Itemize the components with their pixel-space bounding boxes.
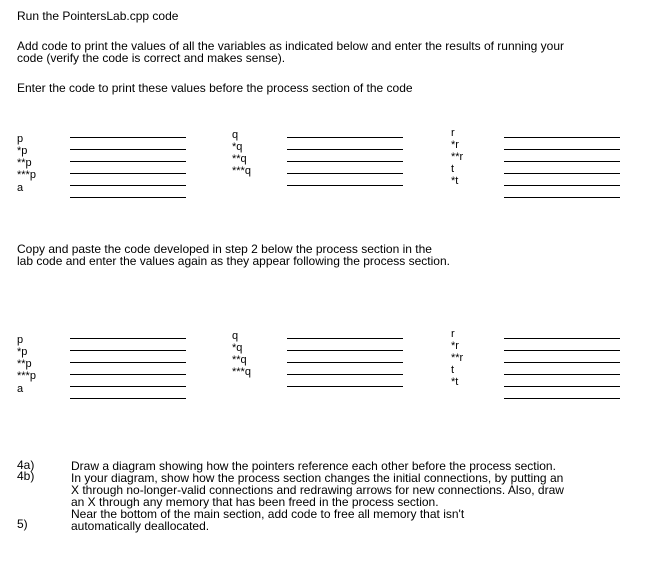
answer-blank[interactable] (504, 197, 620, 198)
step2-line-1: Copy and paste the code developed in step 2 below the process section in the (17, 242, 432, 256)
question-5-line-2: automatically deallocated. (71, 519, 210, 533)
var-label-q: q (232, 129, 239, 141)
intro-paragraph (17, 40, 564, 64)
question-4b-line-2: X through no-longer-valid connections and redrawing arrows for new connections. Also, draw (71, 483, 564, 497)
answer-blank[interactable] (70, 173, 186, 174)
var-label-deref2-q: **q (232, 354, 247, 366)
answer-blank[interactable] (70, 161, 186, 162)
var-label-q: q (232, 330, 239, 342)
var-label-r: r (451, 127, 455, 139)
answer-blank[interactable] (287, 161, 403, 162)
answer-blank[interactable] (504, 149, 620, 150)
answer-blank[interactable] (287, 338, 403, 339)
answer-blank[interactable] (504, 386, 620, 387)
answer-blank[interactable] (504, 398, 620, 399)
answer-blank[interactable] (504, 362, 620, 363)
question-number-4b: 4b) (17, 469, 35, 483)
answer-blank[interactable] (70, 386, 186, 387)
answer-blank[interactable] (70, 137, 186, 138)
var-label-deref3-q: ***q (232, 165, 251, 177)
var-label-deref3-q: ***q (232, 366, 251, 378)
answer-blank[interactable] (70, 338, 186, 339)
var-label-deref2-q: **q (232, 153, 247, 165)
answer-blank[interactable] (70, 362, 186, 363)
var-label-deref-t: *t (451, 175, 459, 187)
question-number-4a: 4a) (17, 458, 35, 472)
var-label-p: p (17, 133, 24, 145)
answer-blank[interactable] (504, 374, 620, 375)
answer-blank[interactable] (504, 185, 620, 186)
answer-blank[interactable] (504, 137, 620, 138)
answer-blank[interactable] (287, 362, 403, 363)
step1-instruction: Enter the code to print these values before the process section of the code (17, 81, 413, 95)
step2-paragraph (17, 243, 450, 267)
question-4b-line-1: In your diagram, show how the process section changes the initial connections, by putting an (71, 471, 564, 485)
var-label-t: t (451, 163, 455, 175)
var-label-deref2-p: **p (17, 157, 32, 169)
answer-blank[interactable] (287, 374, 403, 375)
var-label-deref-q: *q (232, 342, 243, 354)
var-label-deref3-p: ***p (17, 370, 36, 382)
intro-line-1: Add code to print the values of all the variables as indicated below and enter the results of running your (17, 39, 565, 53)
answer-blank[interactable] (70, 398, 186, 399)
var-label-deref-p: *p (17, 145, 28, 157)
var-label-deref-r: *r (451, 340, 459, 352)
var-label-deref-r: *r (451, 139, 459, 151)
var-label-t: t (451, 364, 455, 376)
question-4a-text (71, 460, 564, 532)
answer-blank[interactable] (70, 197, 186, 198)
intro-line-2: code (verify the code is correct and makes sense). (17, 51, 286, 65)
answer-blank[interactable] (287, 185, 403, 186)
answer-blank[interactable] (287, 137, 403, 138)
var-label-r: r (451, 328, 455, 340)
step2-line-2: lab code and enter the values again as they appear following the process section. (17, 254, 450, 268)
answer-blank[interactable] (70, 149, 186, 150)
var-label-deref3-p: ***p (17, 169, 36, 181)
var-label-deref2-r: **r (451, 151, 464, 163)
answer-blank[interactable] (287, 350, 403, 351)
question-5-line-1: Near the bottom of the main section, add code to free all memory that isn't (71, 507, 465, 521)
question-4b-line-3: an X through any memory that has been freed in the process section. (71, 495, 439, 509)
question-number-5: 5) (17, 517, 28, 531)
var-label-deref2-r: **r (451, 352, 464, 364)
answer-blank[interactable] (504, 161, 620, 162)
var-label-deref2-p: **p (17, 358, 32, 370)
answer-blank[interactable] (287, 149, 403, 150)
answer-blank[interactable] (70, 350, 186, 351)
var-label-p: p (17, 334, 24, 346)
var-label-deref-q: *q (232, 141, 243, 153)
title: Run the PointersLab.cpp code (17, 9, 179, 23)
answer-blank[interactable] (287, 173, 403, 174)
var-label-deref-p: *p (17, 346, 28, 358)
question-4a-line: Draw a diagram showing how the pointers reference each other before the process section. (71, 459, 556, 473)
answer-blank[interactable] (70, 185, 186, 186)
answer-blank[interactable] (70, 374, 186, 375)
answer-blank[interactable] (504, 173, 620, 174)
answer-blank[interactable] (504, 350, 620, 351)
var-label-a: a (17, 182, 24, 194)
var-label-deref-t: *t (451, 376, 459, 388)
answer-blank[interactable] (504, 338, 620, 339)
answer-blank[interactable] (287, 386, 403, 387)
var-label-a: a (17, 383, 24, 395)
